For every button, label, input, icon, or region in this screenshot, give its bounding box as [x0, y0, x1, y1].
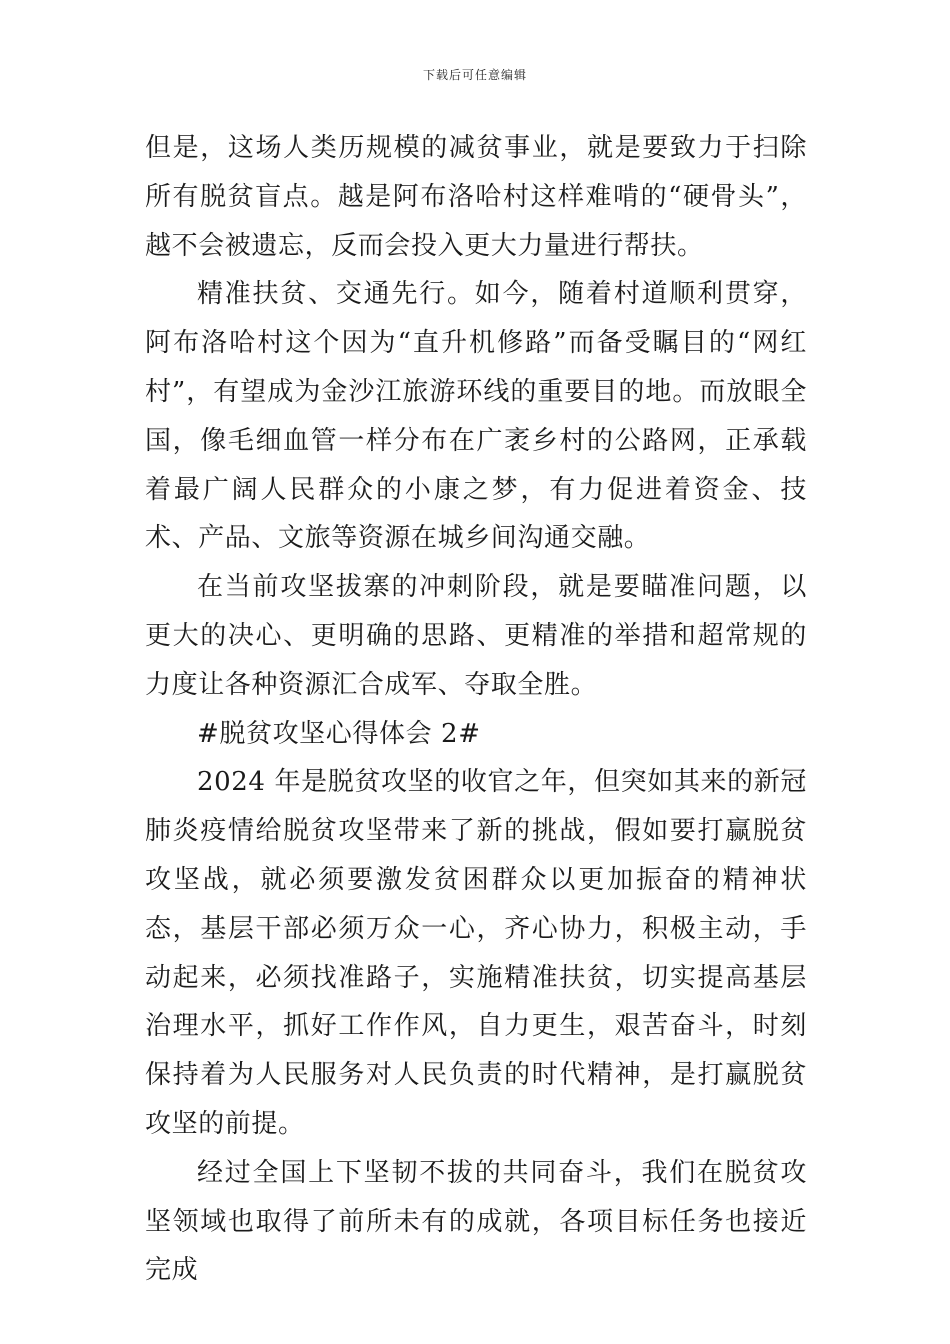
paragraph: 精准扶贫、交通先行。如今，随着村道顺利贯穿，阿布洛哈村这个因为“直升机修路”而备受瞩目的“网红村”，有望成为金沙江旅游环线的重要目的地。而放眼全国，像毛细血管一样分布在广袤乡村的公路网，正承载着最广阔人民群众的小康之梦，有力促进着资金、技术、产品、文旅等资源在城乡间沟通交融。 [145, 279, 807, 554]
paragraph: 但是，这场人类历规模的减贫事业，就是要致力于扫除所有脱贫盲点。越是阿布洛哈村这样难啃的“硬骨头”，越不会被遗忘，反而会投入更大力量进行帮扶。 [145, 133, 807, 261]
header-note: 下载后可任意编辑 [422, 68, 527, 82]
section-heading: #脱贫攻坚心得体会 2# [197, 718, 481, 749]
paragraph: 在当前攻坚拔寨的冲刺阶段，就是要瞄准问题，以更大的决心、更明确的思路、更精准的举措和超常规的力度让各种资源汇合成军、夺取全胜。 [145, 572, 807, 700]
document-body [145, 124, 807, 1295]
paragraph: 2024 年是脱贫攻坚的收官之年，但突如其来的新冠肺炎疫情给脱贫攻坚带来了新的挑战，假如要打赢脱贫攻坚战，就必须要激发贫困群众以更加振奋的精神状态，基层干部必须万众一心，齐心协力，积极主动，手动起来，必须找准路子，实施精准扶贫，切实提高基层治理水平，抓好工作作风，自力更生，艰苦奋斗，时刻保持着为人民服务对人民负责的时代精神，是打赢脱贫攻坚的前提。 [145, 767, 807, 1139]
paragraph: 经过全国上下坚韧不拔的共同奋斗，我们在脱贫攻坚领域也取得了前所未有的成就，各项目标任务也接近完成 [145, 1157, 807, 1286]
